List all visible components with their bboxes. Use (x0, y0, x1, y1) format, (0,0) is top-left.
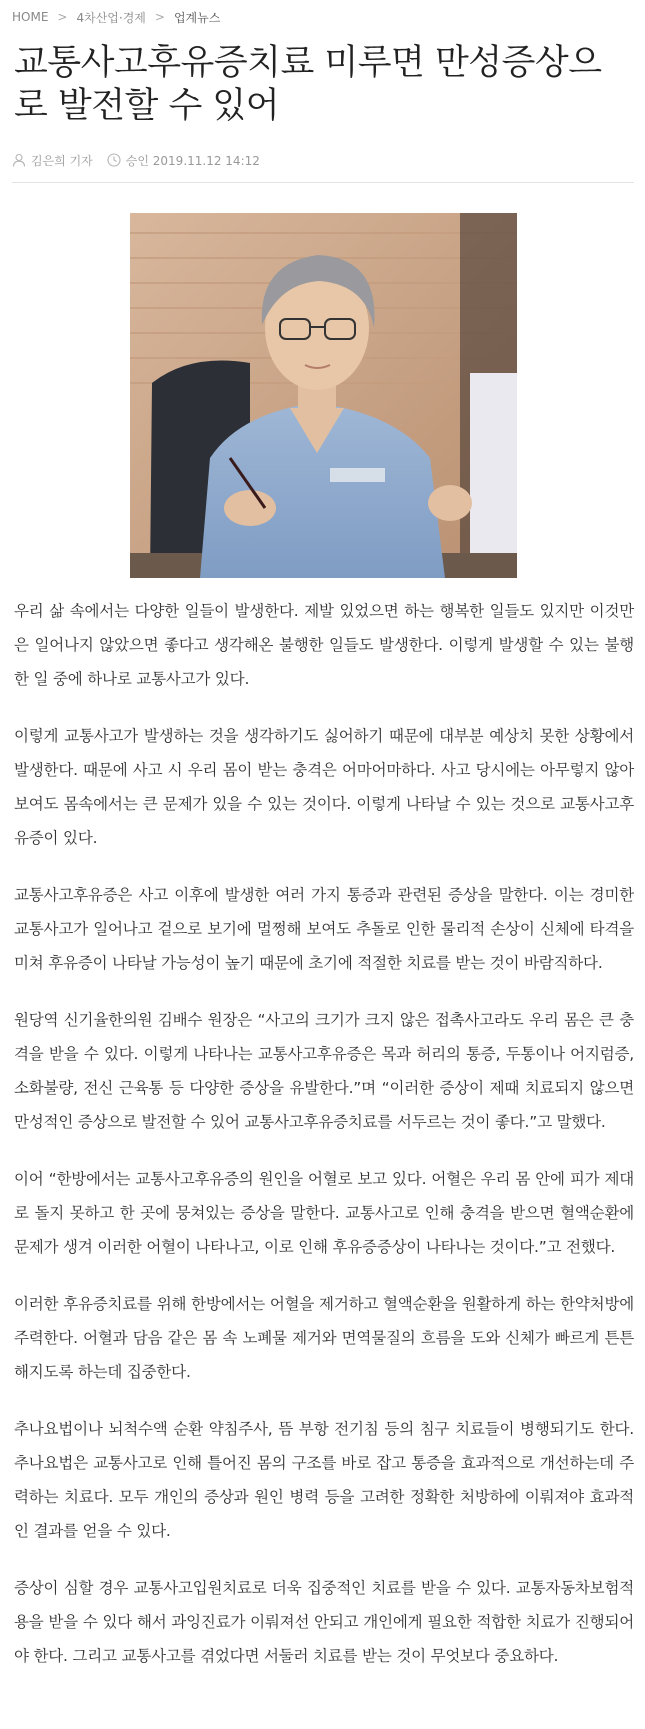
chevron-right-icon: > (154, 10, 165, 24)
breadcrumb-home-link[interactable]: HOME (12, 10, 49, 24)
article-paragraph: 이어 “한방에서는 교통사고후유증의 원인을 어혈로 보고 있다. 어혈은 우리 몸 안에 피가 제대로 돌지 못하고 한 곳에 뭉쳐있는 증상을 말한다. 교통사고로 인해 충격을 받으면 혈액순환에 문제가 생겨 이러한 어혈이 나타나고, 이로 인해 후유증증상이 나타나는 것이다.”고 전했다. (14, 1170, 634, 1256)
article-paragraph: 이러한 후유증치료를 위해 한방에서는 어혈을 제거하고 혈액순환을 원활하게 하는 한약처방에 주력한다. 어혈과 담음 같은 몸 속 노폐물 제거와 면역물질의 흐름을 도와 신체가 빠르게 튼튼해지도록 하는데 집중한다. (14, 1295, 634, 1381)
breadcrumb-section-link[interactable]: 4차산업·경제 (76, 10, 146, 25)
breadcrumb-current-link[interactable]: 업계뉴스 (173, 10, 221, 25)
article-paragraph: 우리 삶 속에서는 다양한 일들이 발생한다. 제발 있었으면 하는 행복한 일들도 있지만 이것만은 일어나지 않았으면 좋다고 생각해온 불행한 일들도 발생한다. 이렇게 발생할 수 있는 불행한 일 중에 하나로 교통사고가 있다. (14, 602, 634, 688)
article-photo (130, 213, 517, 578)
article-paragraph: 이렇게 교통사고가 발생하는 것을 생각하기도 싫어하기 때문에 대부분 예상치 못한 상황에서 발생한다. 때문에 사고 시 우리 몸이 받는 충격은 어마어마하다. 사고 당시에는 아무렇지 않아 보여도 몸속에서는 큰 문제가 있을 수 있는 것이다. 이렇게 나타날 수 있는 것으로 교통사고후유증이 있다. (14, 727, 634, 847)
doctor-portrait-image (130, 213, 517, 578)
publish-time (107, 152, 260, 169)
article-body (14, 594, 634, 1696)
header-divider (12, 182, 634, 183)
article-paragraph: 교통사고후유증은 사고 이후에 발생한 여러 가지 통증과 관련된 증상을 말한다. 이는 경미한 교통사고가 일어나고 겉으로 보기에 멀쩡해 보여도 추돌로 인한 물리적 손상이 신체에 타격을 미쳐 후유증이 나타날 가능성이 높기 때문에 초기에 적절한 치료를 받는 것이 바람직하다. (14, 886, 634, 972)
article-paragraph: 추나요법이나 뇌척수액 순환 약침주사, 뜸 부항 전기침 등의 침구 치료들이 병행되기도 한다. 추나요법은 교통사고로 인해 틀어진 몸의 구조를 바로 잡고 통증을 효과적으로 개선하는데 주력하는 치료다. 모두 개인의 증상과 원인 병력 등을 고려한 정확한 처방하에 이뤄져야 효과적인 결과를 얻을 수 있다. (14, 1420, 634, 1540)
article-paragraph: 원당역 신기율한의원 김배수 원장은 “사고의 크기가 크지 않은 접촉사고라도 우리 몸은 큰 충격을 받을 수 있다. 이렇게 나타나는 교통사고후유증은 목과 허리의 통증, 두통이나 어지럼증, 소화불량, 전신 근육통 등 다양한 증상을 유발한다.”며 “이러한 증상이 제때 치료되지 않으면 만성적인 증상으로 발전할 수 있어 교통사고후유증치료를 서두르는 것이 좋다.”고 말했다. (14, 1011, 634, 1131)
approved-datetime: 승인 2019.11.12 14:12 (125, 153, 260, 168)
article-meta (12, 150, 260, 170)
breadcrumb (12, 6, 220, 28)
article-title: 교통사고후유증치료 미루면 만성증상으로 발전할 수 있어 (14, 43, 602, 126)
user-icon (12, 153, 26, 167)
reporter-name: 김은희 기자 (31, 153, 93, 168)
article-paragraph: 증상이 심할 경우 교통사고입원치료로 더욱 집중적인 치료를 받을 수 있다. 교통자동차보험적용을 받을 수 있다 해서 과잉진료가 이뤄져선 안되고 개인에게 필요한 적합한 치료가 진행되어야 한다. 그리고 교통사고를 겪었다면 서둘러 치료를 받는 것이 무엇보다 중요하다. (14, 1579, 634, 1665)
clock-icon (107, 153, 121, 167)
reporter-info (12, 152, 93, 169)
chevron-right-icon: > (57, 10, 68, 24)
